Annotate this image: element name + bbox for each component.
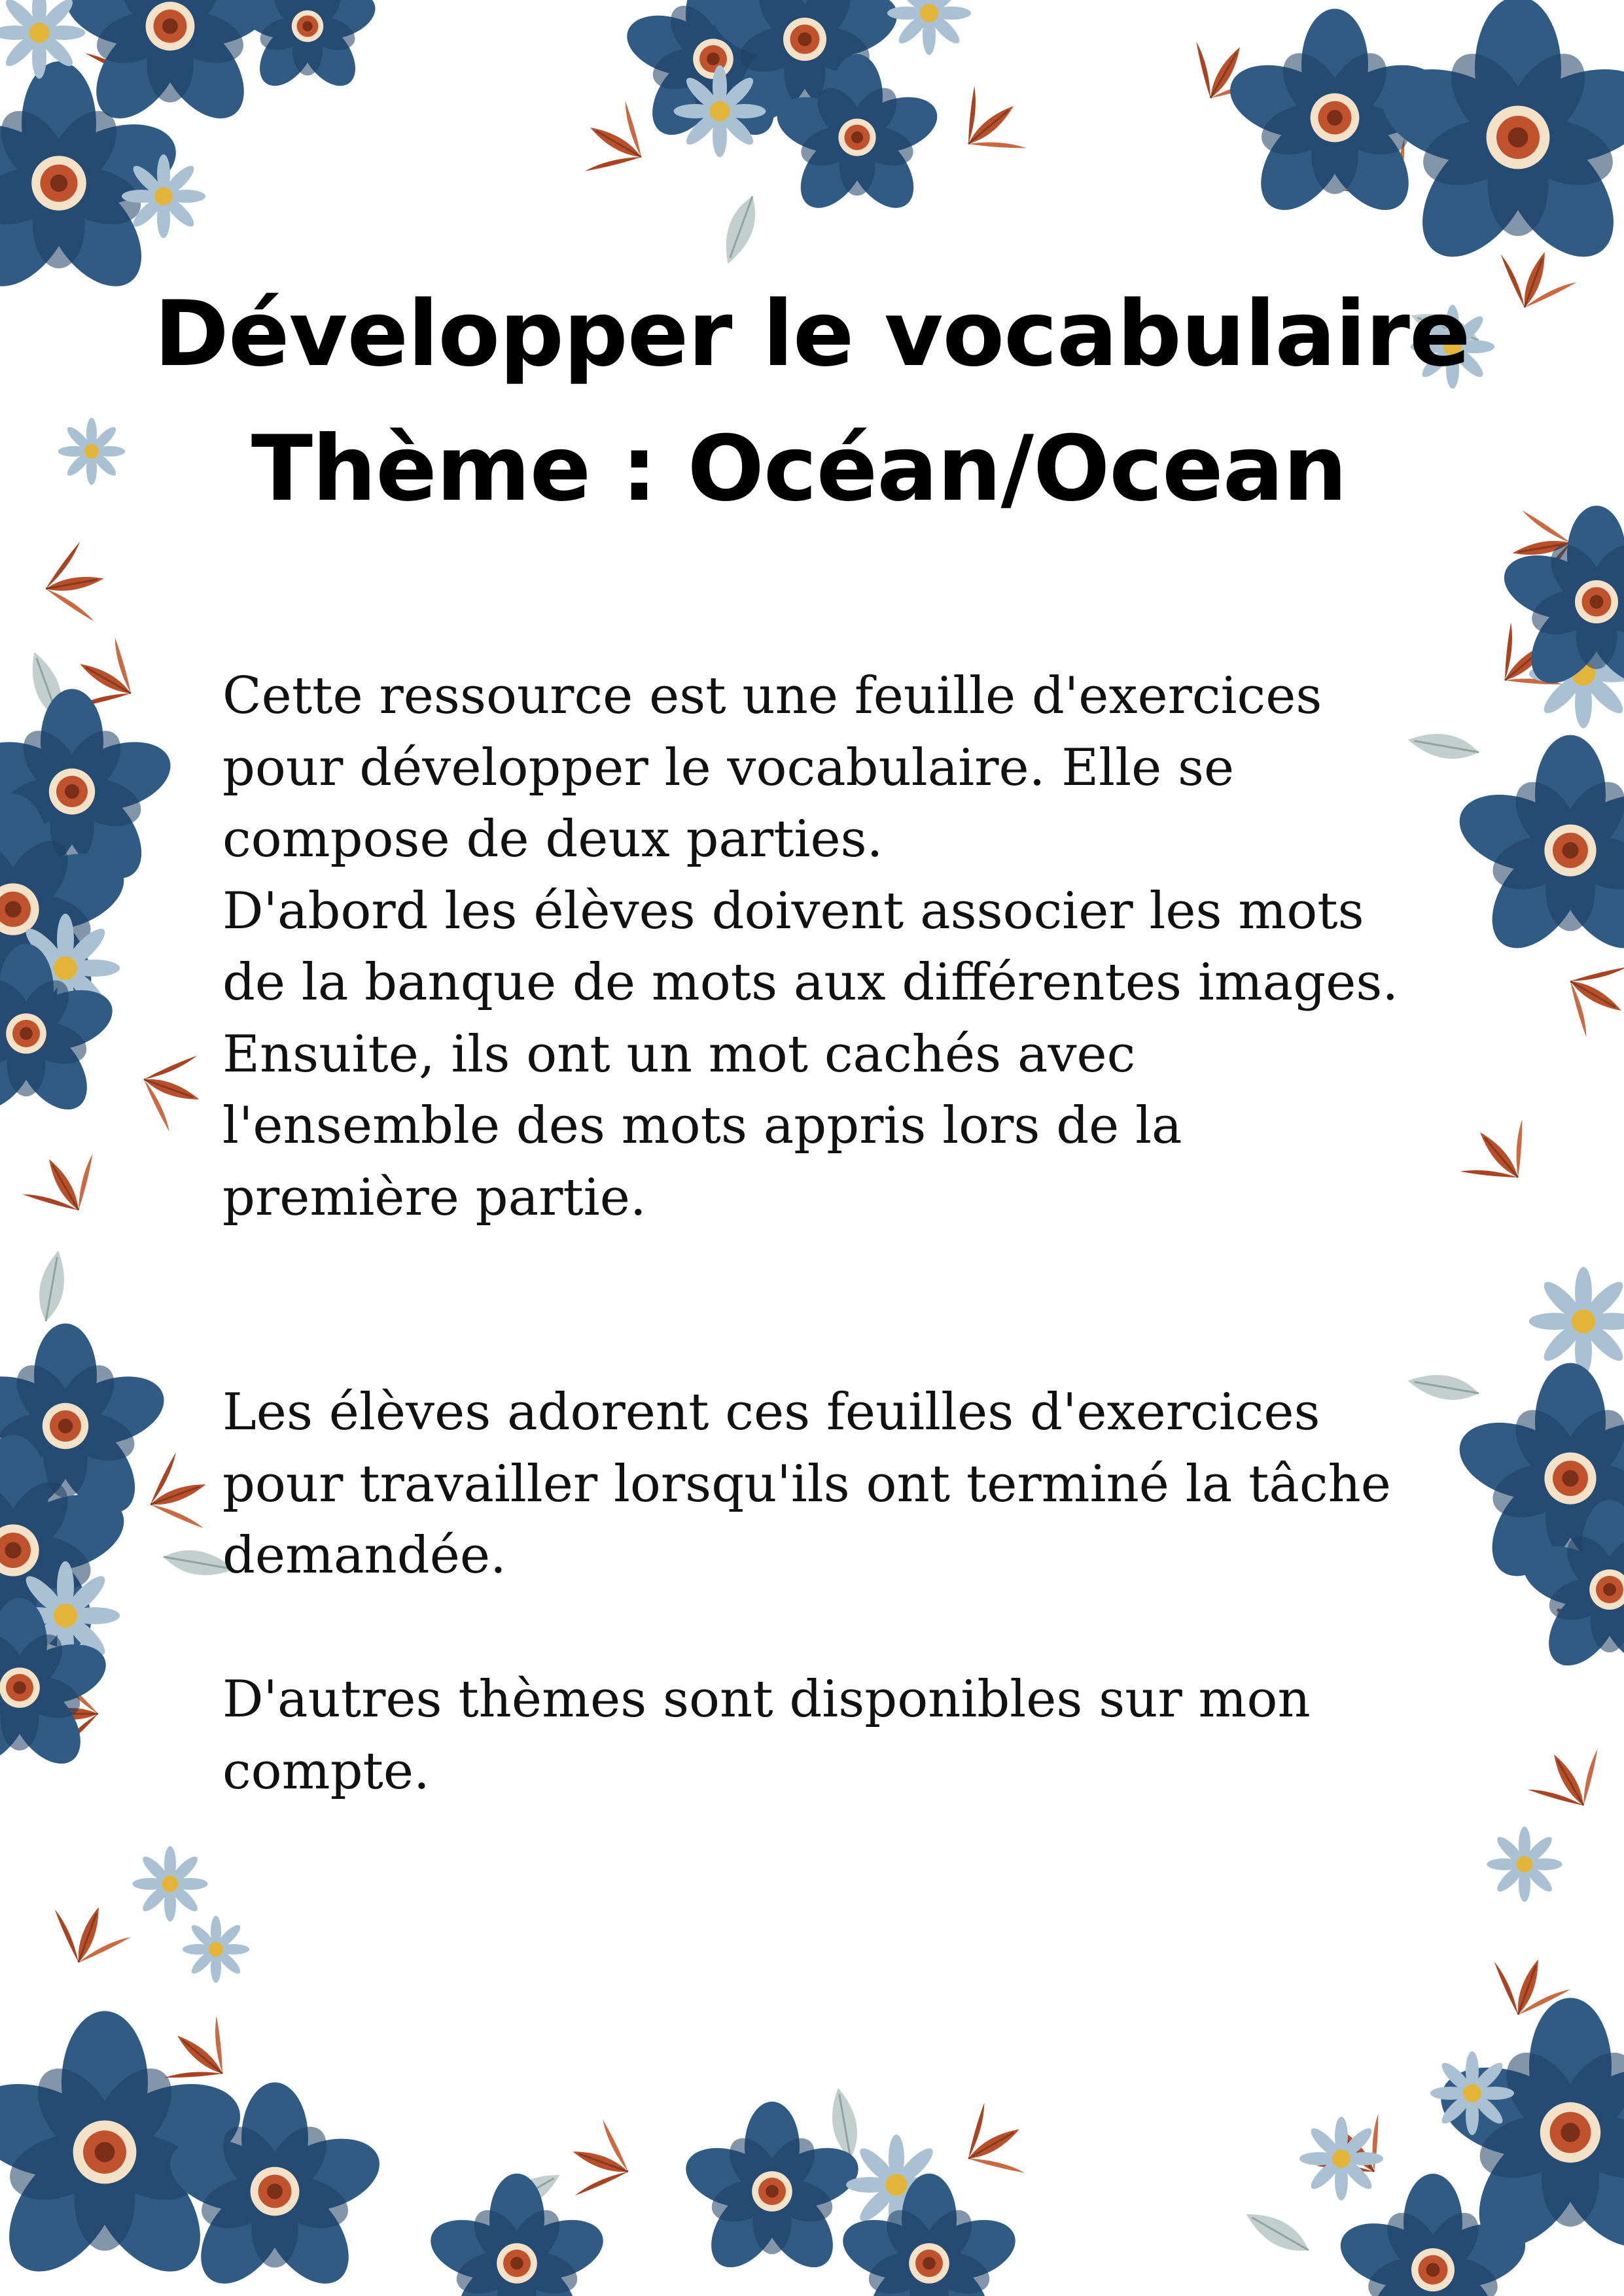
text-line: Cette ressource est une feuille d'exercices: [222, 667, 1322, 725]
description-paragraph-2: [222, 1377, 1466, 1592]
text-line: demandée.: [222, 1526, 506, 1585]
text-line: première partie.: [222, 1168, 646, 1227]
text-line: l'ensemble des mots appris lors de la: [222, 1096, 1182, 1155]
document-title-line-2: Thème : Océan/Ocean: [251, 416, 1347, 521]
text-line: D'abord les élèves doivent associer les mots: [222, 881, 1364, 941]
description-paragraph-1: [222, 661, 1466, 1234]
text-line: Les élèves adorent ces feuilles d'exercices: [222, 1383, 1320, 1442]
description-paragraph-3: [222, 1664, 1466, 1807]
text-line: Ensuite, ils ont un mot cachés avec: [222, 1024, 1136, 1084]
text-line: D'autres thèmes sont disponibles sur mon: [222, 1670, 1311, 1729]
text-line: compose de deux parties.: [222, 810, 883, 869]
document-title-line-1: Développer le vocabulaire: [154, 281, 1470, 387]
text-line: pour travailler lorsqu'ils ont terminé la tâche: [222, 1454, 1391, 1514]
text-line: compte.: [222, 1741, 430, 1801]
text-line: de la banque de mots aux différentes images.: [222, 953, 1399, 1012]
text-line: pour développer le vocabulaire. Elle se: [222, 738, 1235, 797]
